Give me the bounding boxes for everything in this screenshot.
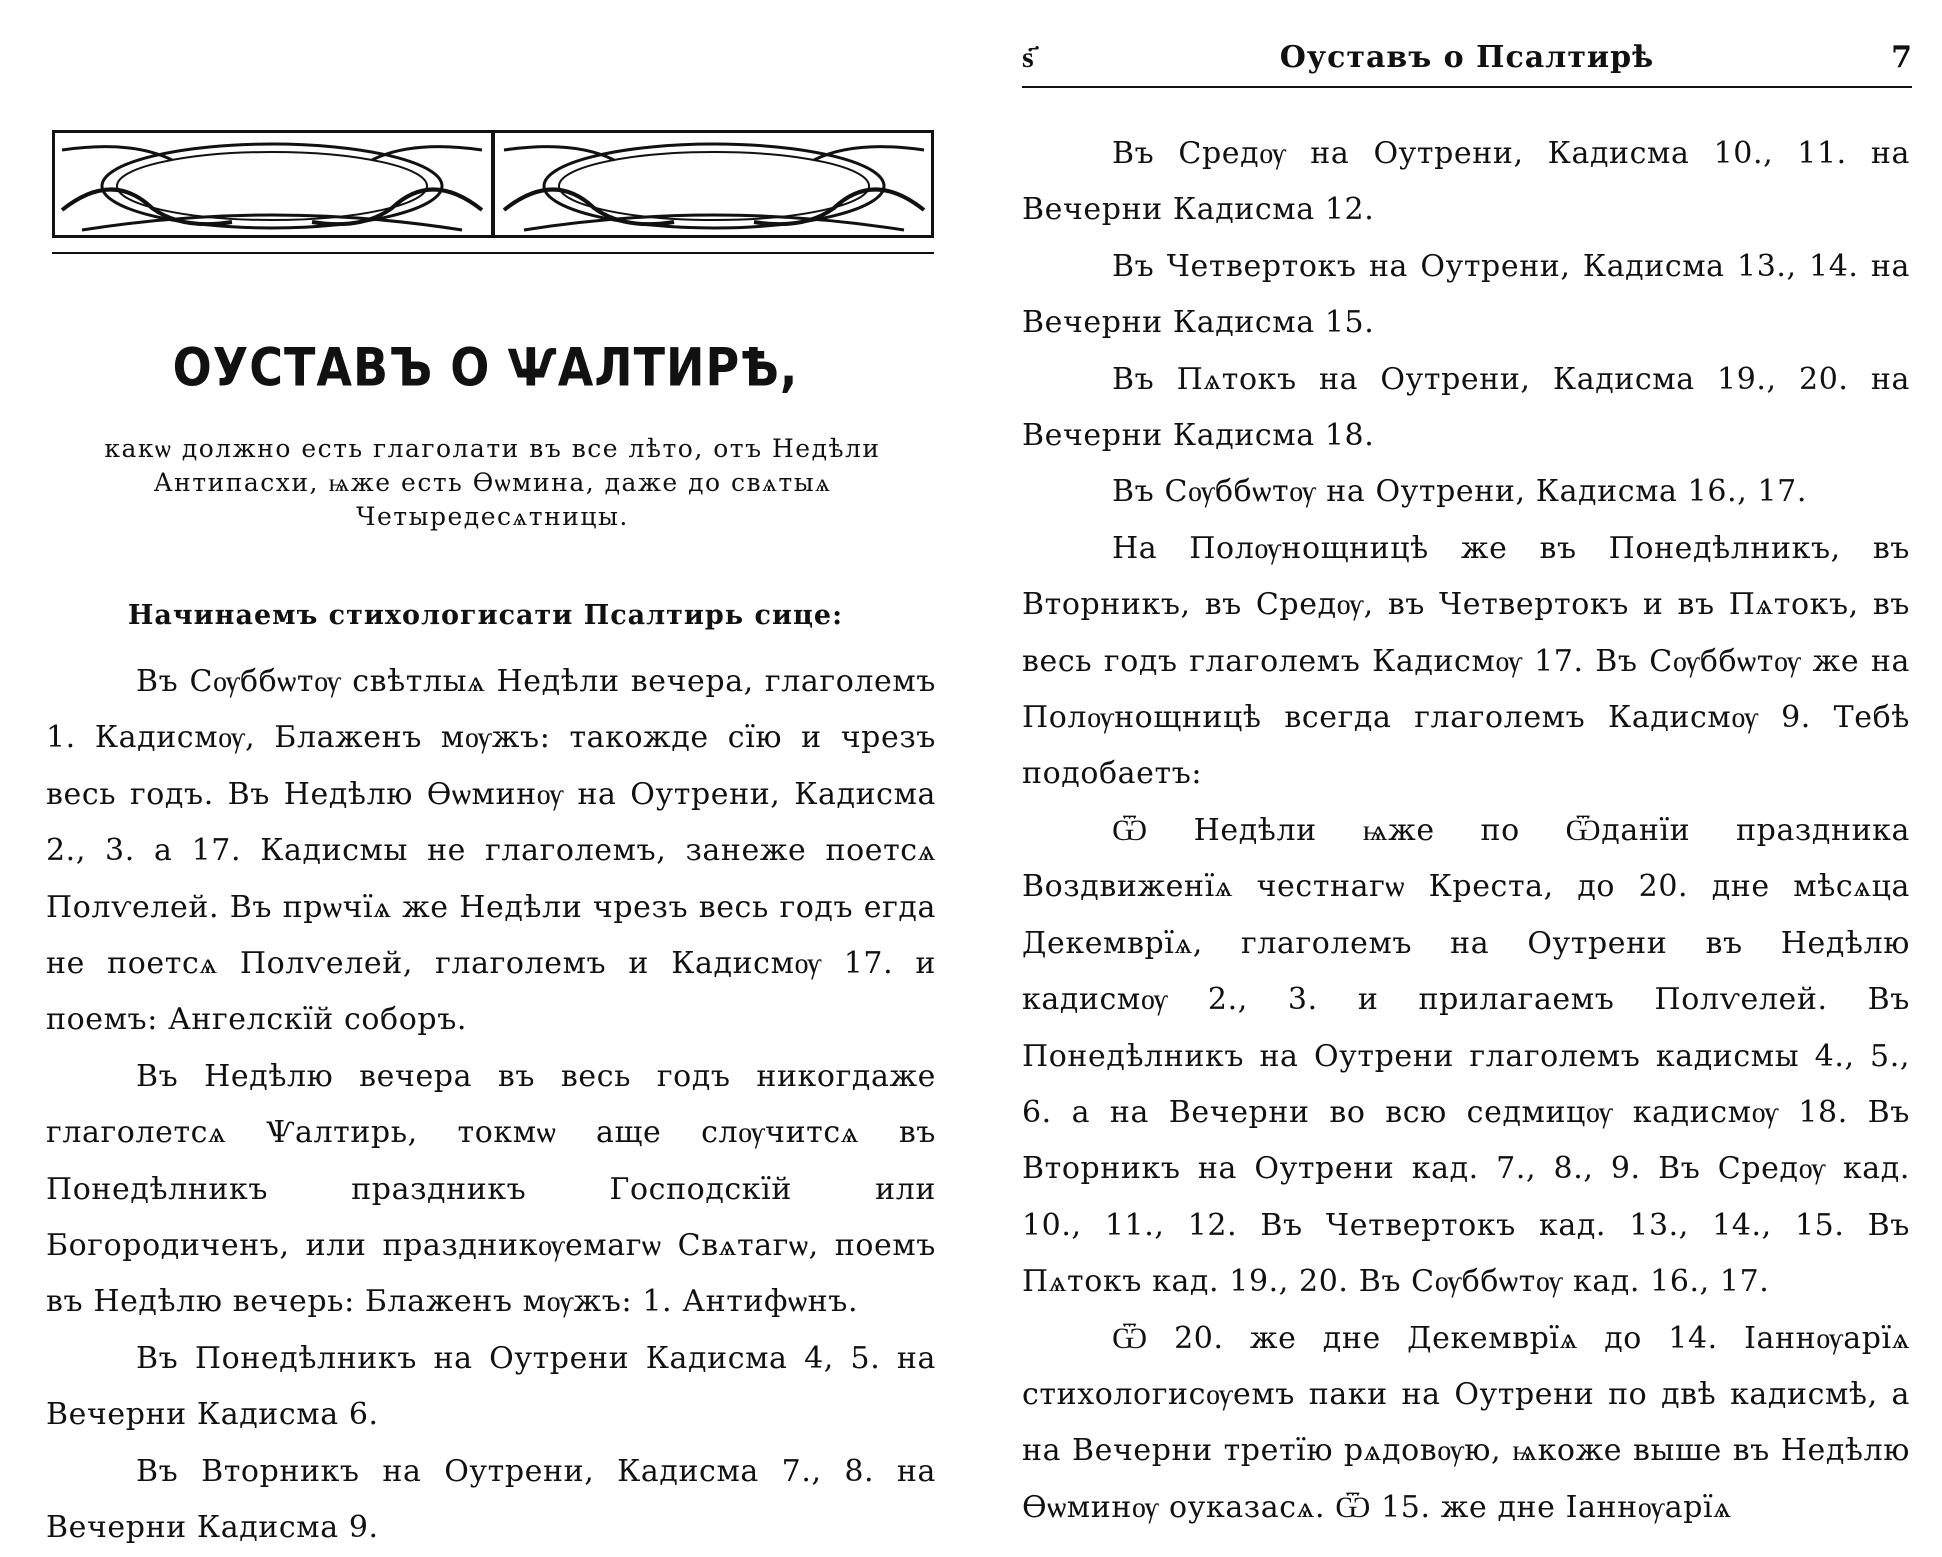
chapter-title: ОУСТАВЪ О ѰАЛТИРѢ, — [172, 335, 799, 399]
left-page — [0, 0, 971, 1546]
paragraph: Ѿ 20. же дне Декемврїѧ до 14. Іаннѹарїѧ стихологисѹемъ паки на Оутрени по двѣ кадисмѣ, а на Вечерни третїю рѧдовѹю, ѩкоже выше въ Недѣлю Ѳѡминѹ оуказасѧ. Ѿ 15. же дне Іаннѹарїѧ — [1022, 1320, 1910, 1525]
left-body-text — [46, 654, 936, 1557]
ornamental-headpiece — [52, 130, 934, 238]
paragraph: Въ Пѧтокъ на Оутрени, Кадисма 19., 20. на Вечерни Кадисма 18. — [1022, 361, 1910, 454]
paragraph: Въ Сѹббѡтѹ на Оутрени, Кадисма 16., 17. — [1112, 474, 1807, 510]
paragraph: Въ Вторникъ на Оутрени, Кадисма 7., 8. на Вечерни Кадисма 9. — [46, 1453, 936, 1546]
paragraph: Въ Недѣлю вечера въ весь годъ никогдаже глаголетсѧ Ѱалтирь, токмѡ аще слѹчитсѧ въ Понедѣлникъ праздникъ Господскїй или Богородиченъ, или праздникѹемагѡ Свѧтагѡ, поемъ въ Недѣлю вечерь: Блаженъ мѹжъ: 1. Антифѡнъ. — [46, 1058, 936, 1320]
right-page — [1000, 0, 1942, 1525]
running-title: Оуставъ о Псалтирѣ — [1279, 40, 1655, 75]
chapter-subtitle: какѡ должно есть глаголати въ все лѣто, отъ Недѣли Антипасхи, ѩже есть Ѳѡмина, даже до свѧтыѧ Четыредесѧтницы. — [104, 434, 881, 531]
running-header — [1022, 40, 1912, 80]
paragraph: Ѿ Недѣли ѩже по Ѿданїи праздника Воздвиженїѧ честнагѡ Креста, до 20. дне мѣсѧца Декемврїѧ, глаголемъ на Оутрени въ Недѣлю кадисмѹ 2., 3. и прилагаемъ Полѵелей. Въ Понедѣлникъ на Оутрени глаголемъ кадисмы 4., 5., 6. а на Вечерни во всю седмицѹ кадисмѹ 18. Въ Вторникъ на Оутрени кад. 7., 8., 9. Въ Средѹ кад. 10., 11., 12. Въ Четвертокъ кад. 13., 14., 15. Въ Пѧтокъ кад. 19., 20. Въ Сѹббѡтѹ кад. 16., 17. — [1022, 812, 1910, 1300]
right-body-text — [1022, 126, 1910, 1536]
paragraph: Въ Четвертокъ на Оутрени, Кадисма 13., 14. на Вечерни Кадисма 15. — [1022, 248, 1910, 341]
folio-number: ѕ҃ — [1022, 40, 1034, 75]
paragraph: Въ Сѹббѡтѹ свѣтлыѧ Недѣли вечера, глаголемъ 1. Кадисмѹ, Блаженъ мѹжъ: такожде сїю и чрезъ весь годъ. Въ Недѣлю Ѳѡминѹ на Оутрени, Кадисма 2., 3. а 17. Кадисмы не глаголемъ, занеже поетсѧ Полѵелей. Въ прѡчїѧ же Недѣли чрезъ весь годъ егда не поетсѧ Полѵелей, глаголемъ и Кадисмѹ 17. и поемъ: Ангелскїй соборъ. — [46, 664, 936, 1038]
page-number: 7 — [1891, 40, 1912, 75]
header-rule — [1022, 86, 1912, 88]
paragraph: Въ Понедѣлникъ на Оутрени Кадисма 4, 5. на Вечерни Кадисма 6. — [46, 1340, 936, 1433]
paragraph: Въ Средѹ на Оутрени, Кадисма 10., 11. на Вечерни Кадисма 12. — [1022, 136, 1910, 228]
paragraph: На Полѹнощницѣ же въ Понедѣлникъ, въ Вторникъ, въ Средѹ, въ Четвертокъ и въ Пѧтокъ, въ весь годъ глаголемъ Кадисмѹ 17. Въ Сѹббѡтѹ же на Полѹнощницѣ всегда глаголемъ Кадисмѹ 9. Тебѣ подобаетъ: — [1022, 530, 1910, 792]
section-heading: Начинаемъ стихологисати Псалтирь сице: — [127, 600, 844, 631]
headpiece-rule — [52, 252, 934, 254]
